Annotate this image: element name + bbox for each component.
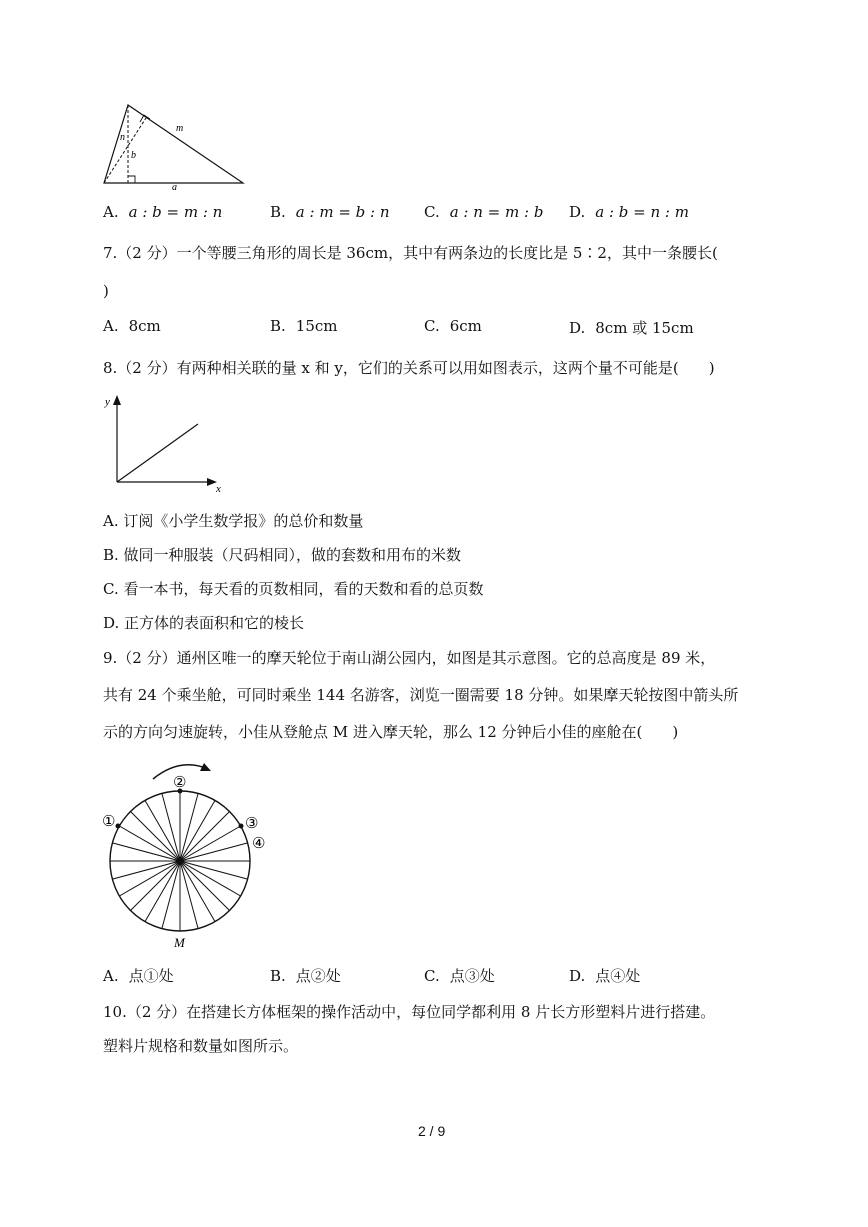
label-n: n bbox=[120, 132, 125, 143]
point-4-label: ④ bbox=[252, 836, 266, 852]
q9-option-c-text: 点③处 bbox=[449, 967, 495, 985]
q8-stem: 8.（2 分）有两种相关联的量 x 和 y，它们的关系可以用如图表示，这两个量不可能是( ) bbox=[103, 359, 715, 377]
q9-option-d bbox=[569, 965, 640, 986]
q7-option-b bbox=[270, 317, 338, 335]
q6-option-b bbox=[270, 203, 390, 221]
q8-option-d: D. 正方体的表面积和它的棱长 bbox=[103, 614, 305, 632]
q6-option-a-letter: A. bbox=[103, 203, 119, 221]
q9-stem-line3: 示的方向匀速旋转，小佳从登舱点 M 进入摩天轮，那么 12 分钟后小佳的座舱在( ) bbox=[103, 723, 679, 741]
label-a: a bbox=[172, 182, 177, 192]
q7-option-c-text: 6cm bbox=[449, 317, 482, 335]
q9-option-d-letter: D. bbox=[569, 967, 586, 985]
q6-option-a bbox=[103, 203, 222, 221]
triangle-outline bbox=[104, 105, 243, 183]
q7-option-a bbox=[103, 317, 161, 335]
altitude-to-m bbox=[104, 118, 146, 183]
q9-option-b-text: 点②处 bbox=[295, 967, 341, 985]
q6-option-d-text: a : b = n : m bbox=[595, 203, 689, 221]
q9-stem-line1: 9.（2 分）通州区唯一的摩天轮位于南山湖公园内，如图是其示意图。它的总高度是 89 米， bbox=[103, 649, 716, 667]
q10-stem-line1: 10.（2 分）在搭建长方体框架的操作活动中，每位同学都利用 8 片长方形塑料片进行搭建。 bbox=[103, 1003, 716, 1021]
right-angle-mark-a bbox=[128, 176, 135, 183]
q9-stem-line2: 共有 24 个乘坐舱，可同时乘坐 144 名游客，浏览一圈需要 18 分钟。如果摩天轮按图中箭头所 bbox=[103, 686, 739, 704]
q9-option-a-letter: A. bbox=[103, 967, 119, 985]
q6-option-d bbox=[569, 203, 689, 221]
q6-triangle-figure bbox=[100, 100, 250, 192]
q6-option-c bbox=[424, 203, 543, 221]
q6-option-c-letter: C. bbox=[424, 203, 440, 221]
wheel-spokes bbox=[110, 791, 250, 931]
q6-option-b-text: a : m = b : n bbox=[295, 203, 390, 221]
q7-option-a-letter: A. bbox=[103, 317, 119, 335]
label-b: b bbox=[131, 150, 136, 161]
point-1-dot bbox=[116, 824, 121, 829]
proportional-line bbox=[117, 424, 198, 482]
y-axis-arrow bbox=[113, 395, 121, 405]
q9-option-b bbox=[270, 965, 341, 986]
point-m-label: M bbox=[174, 935, 185, 950]
q7-option-c bbox=[424, 317, 482, 335]
q8-graph-figure bbox=[100, 392, 230, 494]
point-3-label: ③ bbox=[245, 816, 259, 832]
q8-option-c: C. 看一本书，每天看的页数相同，看的天数和看的总页数 bbox=[103, 580, 484, 598]
q9-option-a-text: 点①处 bbox=[128, 967, 174, 985]
q9-ferris-wheel-figure bbox=[98, 755, 278, 955]
q7-stem-line2: ) bbox=[103, 282, 109, 300]
x-axis-label: x bbox=[216, 483, 221, 494]
q7-option-d bbox=[569, 317, 694, 338]
q8-option-a: A. 订阅《小学生数学报》的总价和数量 bbox=[103, 512, 364, 530]
page-number: 2 / 9 bbox=[418, 1123, 446, 1139]
q7-option-a-text: 8cm bbox=[128, 317, 161, 335]
point-1-label: ① bbox=[102, 814, 116, 830]
point-3-dot bbox=[239, 824, 244, 829]
q7-option-c-letter: C. bbox=[424, 317, 440, 335]
y-axis-label: y bbox=[105, 396, 110, 408]
q9-option-b-letter: B. bbox=[270, 967, 286, 985]
q8-option-b: B. 做同一种服装（尺码相同），做的套数和用布的米数 bbox=[103, 546, 462, 564]
q7-option-d-text: 8cm 或 15cm bbox=[595, 319, 694, 337]
label-m: m bbox=[176, 123, 184, 134]
q7-option-b-letter: B. bbox=[270, 317, 286, 335]
q6-option-c-text: a : n = m : b bbox=[449, 203, 544, 221]
q7-option-b-text: 15cm bbox=[295, 317, 338, 335]
q10-stem-line2: 塑料片规格和数量如图所示。 bbox=[103, 1037, 299, 1055]
q9-option-c bbox=[424, 965, 495, 986]
q6-option-a-text: a : b = m : n bbox=[128, 203, 223, 221]
point-2-label: ② bbox=[173, 775, 187, 791]
q6-option-b-letter: B. bbox=[270, 203, 286, 221]
q9-option-c-letter: C. bbox=[424, 967, 440, 985]
q9-option-a bbox=[103, 965, 174, 986]
q7-stem-line1: 7.（2 分）一个等腰三角形的周长是 36cm，其中有两条边的长度比是 5∶2，其中一条腰长( bbox=[103, 244, 718, 262]
q9-option-d-text: 点④处 bbox=[595, 967, 641, 985]
q6-option-d-letter: D. bbox=[569, 203, 586, 221]
q7-option-d-letter: D. bbox=[569, 319, 586, 337]
right-angle-mark-m bbox=[140, 115, 150, 122]
